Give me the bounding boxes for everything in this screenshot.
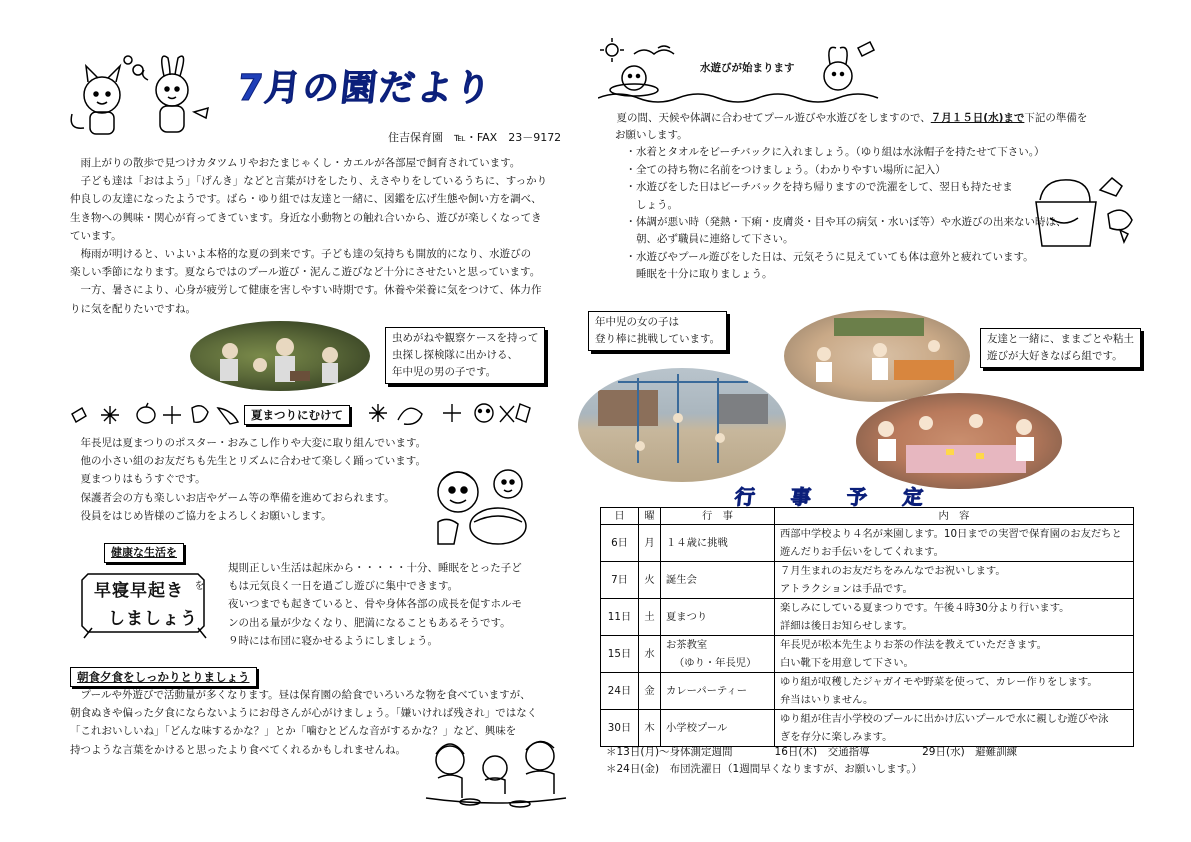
water-deadline: ７月１５日(水)まで	[930, 112, 1025, 124]
water-intro-b: 下記の準備を	[1024, 112, 1088, 124]
intro-line: ています。	[70, 229, 122, 242]
content-line: 楽しみにしている夏まつりです。午後４時30分より行います。	[780, 602, 1070, 614]
intro-line: 楽しい季節になります。夏ならではのプール遊び・泥んこ遊びなど十分にさせたいと思っています。	[70, 266, 541, 279]
sign-line-2: しましょう	[108, 609, 198, 629]
cell-content	[775, 525, 1134, 562]
cell-content	[775, 562, 1134, 599]
sign-particle: を	[192, 580, 203, 590]
summer-text	[70, 434, 426, 525]
water-line: ・体調が悪い時（発熱・下痢・皮膚炎・目や耳の病気・水いぼ等）や水遊びの出来ない時は、	[615, 215, 1067, 228]
intro-line: りに気を配りたいですね。	[70, 302, 196, 315]
intro-line: 一方、暑さにより、心身が疲労して健康を害しやすい時期です。休養や栄養に気をつけて、体力作	[70, 284, 542, 297]
event-line: （ゆり・年長児）	[674, 657, 757, 669]
water-line: 朝、必ず職員に連絡して下さい。	[615, 233, 794, 246]
meal-line: 朝食ぬきや偏った夕食にならないようにお母さんが心がけましょう。「嫌いければ残され」ではなく	[70, 707, 538, 720]
cell-day: 11日	[601, 599, 639, 636]
water-intro	[606, 110, 1087, 127]
org-contact: 住吉保育園 ℡・FAX 23－9172	[388, 131, 562, 144]
note-line: ＊24日(金) 布団洗濯日（1週間早くなりますが、お願いします。）	[606, 763, 923, 776]
health-heading: 健康な生活を	[104, 543, 184, 563]
cell-day: 6日	[601, 525, 639, 562]
cell-dow: 木	[639, 710, 661, 747]
page-title: 7月の園だより	[235, 68, 495, 109]
water-list	[615, 127, 1067, 284]
schedule-title-char: 事	[789, 485, 815, 509]
schedule-title-char: 予	[845, 485, 871, 509]
water-line: ・水遊びをした日はビーチバックを持ち帰りますので洗濯をして、翌日も持たせま	[615, 181, 1013, 194]
caption-line: 年中児の男の子です。	[392, 366, 497, 378]
water-line: しょう。	[615, 198, 678, 211]
table-row	[601, 673, 1134, 710]
schedule-title-char: 行	[733, 485, 759, 509]
cell-dow: 火	[639, 562, 661, 599]
decorative-icons-row-right	[368, 400, 538, 428]
water-line: お願いします。	[615, 129, 688, 141]
early-bedtime-sign	[78, 570, 212, 640]
intro-text	[70, 154, 547, 318]
meal-line: 持つような言葉をかけると思ったより食べてくれるかもしれませんね。	[70, 743, 406, 756]
table-header-row	[601, 508, 1134, 525]
table-row	[601, 636, 1134, 673]
family-eating-illustration	[420, 738, 570, 816]
water-intro-a: 夏の間、天候や体調に合わせてプール遊びや水遊びをしますので、	[606, 112, 931, 124]
schedule-title-char: 定	[901, 485, 927, 509]
content-line: 遊んだりお手伝いをしてくれます。	[780, 546, 944, 558]
col-header-dow: 曜	[639, 508, 661, 525]
summer-line: 役員をはじめ皆様のご協力をよろしくお願いします。	[70, 509, 332, 522]
col-header-content: 内 容	[775, 508, 1134, 525]
cell-day: 7日	[601, 562, 639, 599]
summer-line: 保護者会の方も楽しいお店やゲーム等の準備を進めておられます。	[70, 491, 395, 504]
summer-line: 他の小さい組のお友だちも先生とリズムに合わせて楽しく踊っています。	[70, 455, 426, 468]
cell-event: カレーパーティー	[661, 673, 775, 710]
clay-play-caption	[980, 328, 1141, 368]
caption-line: 登り棒に挑戦しています。	[595, 333, 721, 345]
content-line: 弁当はいりません。	[780, 694, 874, 706]
cell-dow: 水	[639, 636, 661, 673]
cell-event: 小学校プール	[661, 710, 775, 747]
play-room-photo-1	[784, 310, 970, 402]
event-line: お茶教室	[666, 639, 708, 651]
note-line: ＊13日(月)～身体測定週間 16日(木) 交通指導 29日(水) 避難訓練	[606, 746, 1018, 758]
content-line: ゆり組が住吉小学校のプールに出かけ広いプールで水に親しむ遊びや泳	[780, 713, 1109, 725]
intro-line: 雨上がりの散歩で見つけカタツムリやおたまじゃくし・カエルが各部屋で飼育されています。	[70, 157, 521, 169]
bug-hunt-photo	[190, 321, 370, 391]
summer-line: 夏まつりはもうすぐです。	[70, 473, 206, 486]
bug-hunt-caption	[385, 327, 545, 384]
cell-day: 24日	[601, 673, 639, 710]
sign-line-1: 早寝早起き	[94, 581, 184, 601]
content-line: 西部中学校より４名が来園します。10日までの実習で保育園のお友だちと	[780, 528, 1122, 540]
table-row	[601, 525, 1134, 562]
health-line: ９時には布団に寝かせるようにしましょう。	[228, 634, 438, 647]
intro-line: 生き物への興味・関心が育ってきています。身近な小動物との触れ合いから、遊びが楽しくなってき	[70, 211, 542, 224]
decorative-icons-row	[68, 402, 248, 428]
water-line: ・水着とタオルをビーチバックに入れましょう。（ゆり組は水泳帽子を持たせて下さい。）	[615, 146, 1045, 159]
intro-line: 梅雨が明けると、いよいよ本格的な夏の到来です。子ども達の気持ちも開放的になり、水遊びの	[70, 247, 532, 260]
cell-content	[775, 599, 1134, 636]
water-line: 睡眠を十分に取りましょう。	[615, 268, 773, 281]
cell-content	[775, 673, 1134, 710]
water-play-banner-text: 水遊びが始まります	[700, 62, 795, 74]
health-text	[228, 559, 522, 650]
schedule-table	[600, 507, 1134, 747]
caption-line: 虫探し探検隊に出かける、	[392, 349, 518, 361]
content-line: アトラクションは手品です。	[780, 583, 913, 595]
cat-bunny-illustration	[62, 50, 222, 140]
schedule-notes	[606, 744, 1017, 779]
table-row	[601, 710, 1134, 747]
meal-line: 「これおいしいね」「どんな味するかな？」とか「噛むとどんな音がするかな？」など、興味を	[70, 725, 517, 738]
content-line: ぎを存分に楽しみます。	[780, 731, 893, 743]
health-line: 規則正しい生活は起床から・・・・・十分、睡眠をとった子ど	[228, 562, 522, 574]
play-room-photo-2	[856, 393, 1062, 489]
cell-event: １４歳に挑戦	[661, 525, 775, 562]
cell-event: 夏まつり	[661, 599, 775, 636]
caption-line: 遊びが大好きなばら組です。	[987, 350, 1123, 362]
cell-event: 誕生会	[661, 562, 775, 599]
health-line: ンの出る量が少なくなり、肥満になることもあるそうです。	[228, 616, 511, 629]
intro-line: 子ども達は「おはよう」「げんき」などと言葉がけをしたり、えさやりをしているうちに、すっかり	[70, 175, 548, 188]
caption-line: 年中児の女の子は	[595, 316, 679, 328]
cell-event	[661, 636, 775, 673]
schedule-title	[733, 481, 926, 510]
content-line: 白い靴下を用意して下さい。	[780, 657, 914, 669]
water-line: ・全ての持ち物に名前をつけましょう。（わかりやすい場所に記入）	[615, 163, 946, 176]
water-line: ・水遊びやプール遊びをした日は、元気そうに見えていても体は意外と疲れています。	[615, 250, 1034, 263]
table-row	[601, 562, 1134, 599]
cell-content	[775, 636, 1134, 673]
content-line: ゆり組が収穫したジャガイモや野菜を使って、カレー作りをします。	[780, 676, 1098, 688]
health-line: 夜いつまでも起きていると、骨や身体各部の成長を促すホルモ	[228, 598, 522, 611]
cell-dow: 金	[639, 673, 661, 710]
content-line: 年長児が松本先生よりお茶の作法を教えていただきます。	[780, 639, 1047, 651]
cell-dow: 土	[639, 599, 661, 636]
climbing-photo	[578, 368, 786, 482]
summer-line: 年長児は夏まつりのポスター・おみこし作りや大変に取り組んでいます。	[70, 437, 427, 449]
intro-line: 仲良しの友達になったようです。ばら・ゆり組では友達と一緒に、図鑑を広げ生態や飼い方を調べ、	[70, 193, 542, 206]
meal-heading: 朝食夕食をしっかりとりましょう	[70, 667, 257, 687]
summer-festival-heading: 夏まつりにむけて	[244, 405, 350, 425]
col-header-event: 行 事	[661, 508, 775, 525]
cell-day: 15日	[601, 636, 639, 673]
cell-day: 30日	[601, 710, 639, 747]
table-row	[601, 599, 1134, 636]
meal-line: プールや外遊びで活動量が多くなります。昼は保育園の給食でいろいろな物を食べていますが、	[70, 689, 531, 701]
content-line: 詳細は後日お知らせします。	[780, 620, 913, 632]
cell-content	[775, 710, 1134, 747]
festival-kids-illustration	[418, 462, 538, 552]
caption-line: 友達と一緒に、ままごとや粘土	[987, 333, 1134, 345]
cell-dow: 月	[639, 525, 661, 562]
content-line: ７月生まれのお友だちをみんなでお祝いします。	[780, 565, 1006, 577]
caption-line: 虫めがねや観察ケースを持って	[392, 332, 539, 344]
col-header-day: 日	[601, 508, 639, 525]
health-line: もは元気良く一日を過ごし遊びに集中できます。	[228, 580, 459, 593]
beach-bag-illustration	[1030, 170, 1140, 254]
climbing-caption	[588, 311, 727, 351]
